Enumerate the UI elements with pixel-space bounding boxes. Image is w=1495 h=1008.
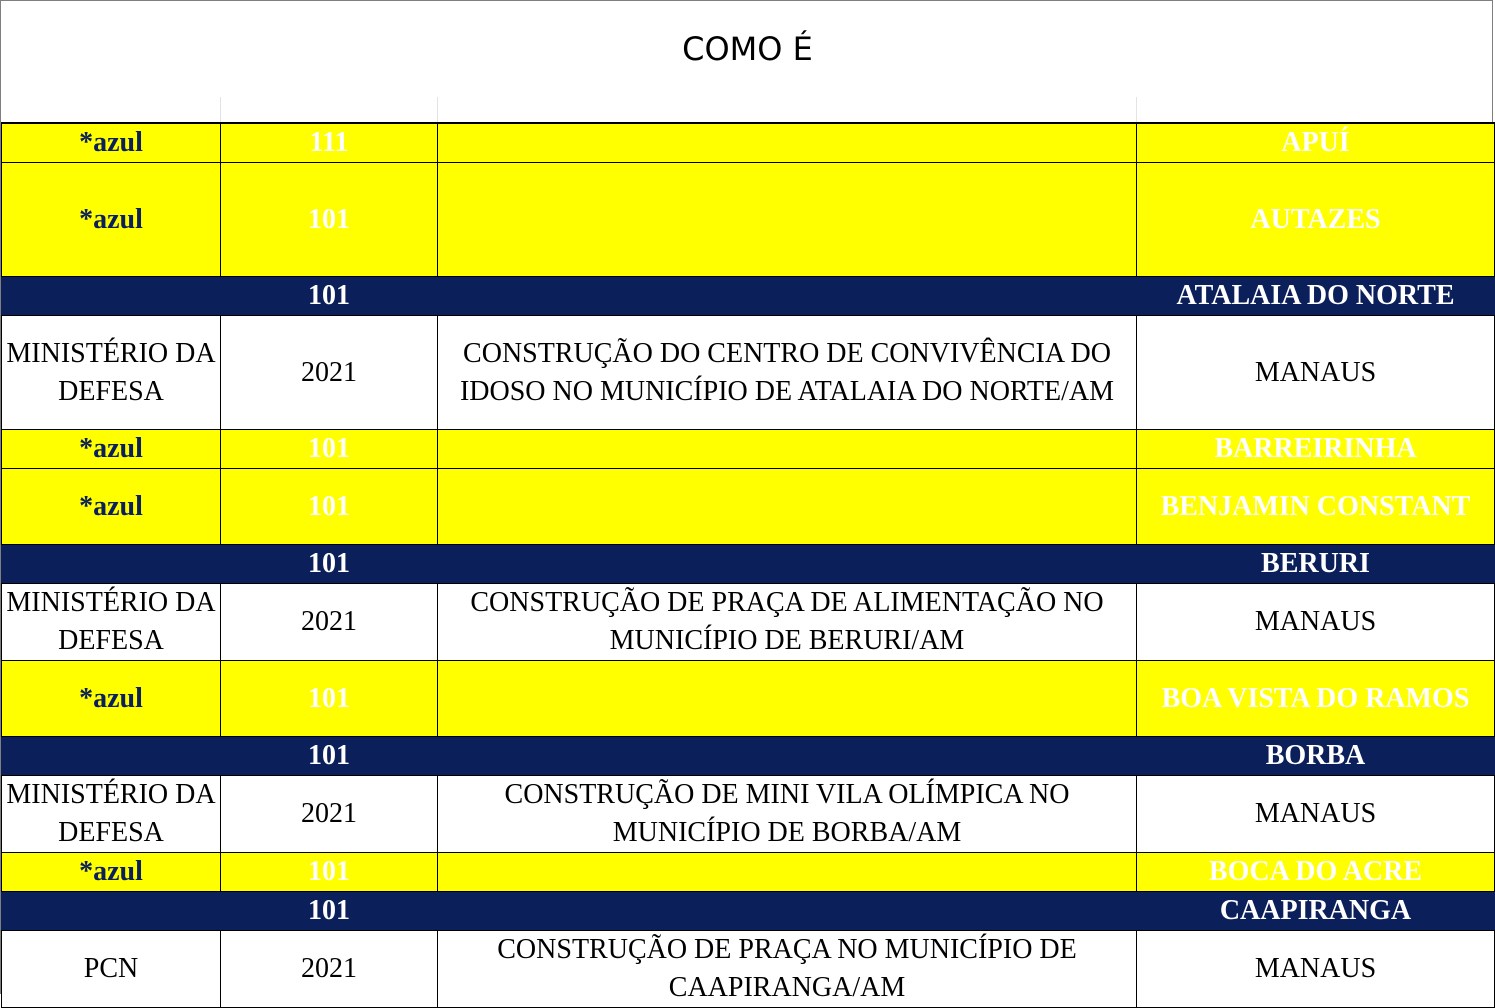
municipality-cell[interactable]: CAAPIRANGA [1137,892,1495,931]
year-cell[interactable]: 101 [221,469,438,545]
year-cell[interactable]: 2021 [221,584,438,661]
description-cell[interactable] [438,545,1137,584]
source-cell[interactable]: *azul [2,853,221,892]
data-table [1,97,1495,1008]
year-cell[interactable]: 2021 [221,316,438,430]
description-cell[interactable] [438,737,1137,776]
year-cell[interactable]: 2021 [221,931,438,1008]
highlight-row [2,469,1495,545]
municipality-cell[interactable]: AUTAZES [1137,163,1495,277]
year-cell[interactable]: 101 [221,853,438,892]
source-cell[interactable]: MINISTÉRIO DA DEFESA [2,316,221,430]
year-cell[interactable]: 101 [221,892,438,931]
sheet-title: COMO É [682,30,813,68]
description-cell[interactable] [438,853,1137,892]
municipality-cell[interactable]: BARREIRINHA [1137,430,1495,469]
highlight-row [2,123,1495,163]
municipality-cell[interactable]: BOA VISTA DO RAMOS [1137,661,1495,737]
source-cell[interactable] [2,545,221,584]
year-cell[interactable]: 101 [221,430,438,469]
municipality-cell[interactable]: BENJAMIN CONSTANT [1137,469,1495,545]
municipality-cell[interactable]: MANAUS [1137,584,1495,661]
description-cell[interactable] [438,430,1137,469]
source-cell[interactable]: *azul [2,163,221,277]
municipality-cell[interactable]: MANAUS [1137,931,1495,1008]
year-cell[interactable]: 101 [221,163,438,277]
description-cell[interactable] [438,277,1137,316]
source-cell[interactable]: *azul [2,430,221,469]
project-row [2,316,1495,430]
municipality-cell[interactable]: BERURI [1137,545,1495,584]
description-cell[interactable]: CONSTRUÇÃO DE PRAÇA DE ALIMENTAÇÃO NO MUNICÍPIO DE BERURI/AM [438,584,1137,661]
year-cell[interactable]: 101 [221,737,438,776]
description-cell[interactable] [438,892,1137,931]
municipality-cell[interactable]: MANAUS [1137,316,1495,430]
municipality-cell[interactable]: BORBA [1137,737,1495,776]
description-cell[interactable]: CONSTRUÇÃO DE MINI VILA OLÍMPICA NO MUNICÍPIO DE BORBA/AM [438,776,1137,853]
year-cell[interactable]: 101 [221,661,438,737]
description-cell[interactable] [438,123,1137,163]
highlight-row [2,430,1495,469]
source-cell[interactable] [2,277,221,316]
highlight-row [2,163,1495,277]
description-cell[interactable] [438,469,1137,545]
highlight-row [2,853,1495,892]
source-cell[interactable]: *azul [2,661,221,737]
municipality-header-row [2,277,1495,316]
year-cell[interactable]: 111 [221,123,438,163]
source-cell[interactable] [2,737,221,776]
source-cell[interactable]: *azul [2,469,221,545]
highlight-row [2,661,1495,737]
municipality-cell[interactable]: APUÍ [1137,123,1495,163]
project-row [2,776,1495,853]
municipality-cell[interactable]: MANAUS [1137,776,1495,853]
source-cell[interactable] [2,892,221,931]
description-cell[interactable]: CONSTRUÇÃO DE PRAÇA NO MUNICÍPIO DE CAAPIRANGA/AM [438,931,1137,1008]
description-cell[interactable] [438,661,1137,737]
source-cell[interactable]: PCN [2,931,221,1008]
municipality-cell[interactable]: ATALAIA DO NORTE [1137,277,1495,316]
year-cell[interactable]: 101 [221,277,438,316]
source-cell[interactable]: MINISTÉRIO DA DEFESA [2,776,221,853]
municipality-header-row [2,545,1495,584]
municipality-header-row [2,892,1495,931]
source-cell[interactable]: *azul [2,123,221,163]
project-row [2,584,1495,661]
source-cell[interactable]: MINISTÉRIO DA DEFESA [2,584,221,661]
municipality-cell[interactable]: BOCA DO ACRE [1137,853,1495,892]
header-spacer-row [2,97,1495,123]
year-cell[interactable]: 101 [221,545,438,584]
municipality-header-row [2,737,1495,776]
year-cell[interactable]: 2021 [221,776,438,853]
description-cell[interactable]: CONSTRUÇÃO DO CENTRO DE CONVIVÊNCIA DO IDOSO NO MUNICÍPIO DE ATALAIA DO NORTE/AM [438,316,1137,430]
description-cell[interactable] [438,163,1137,277]
